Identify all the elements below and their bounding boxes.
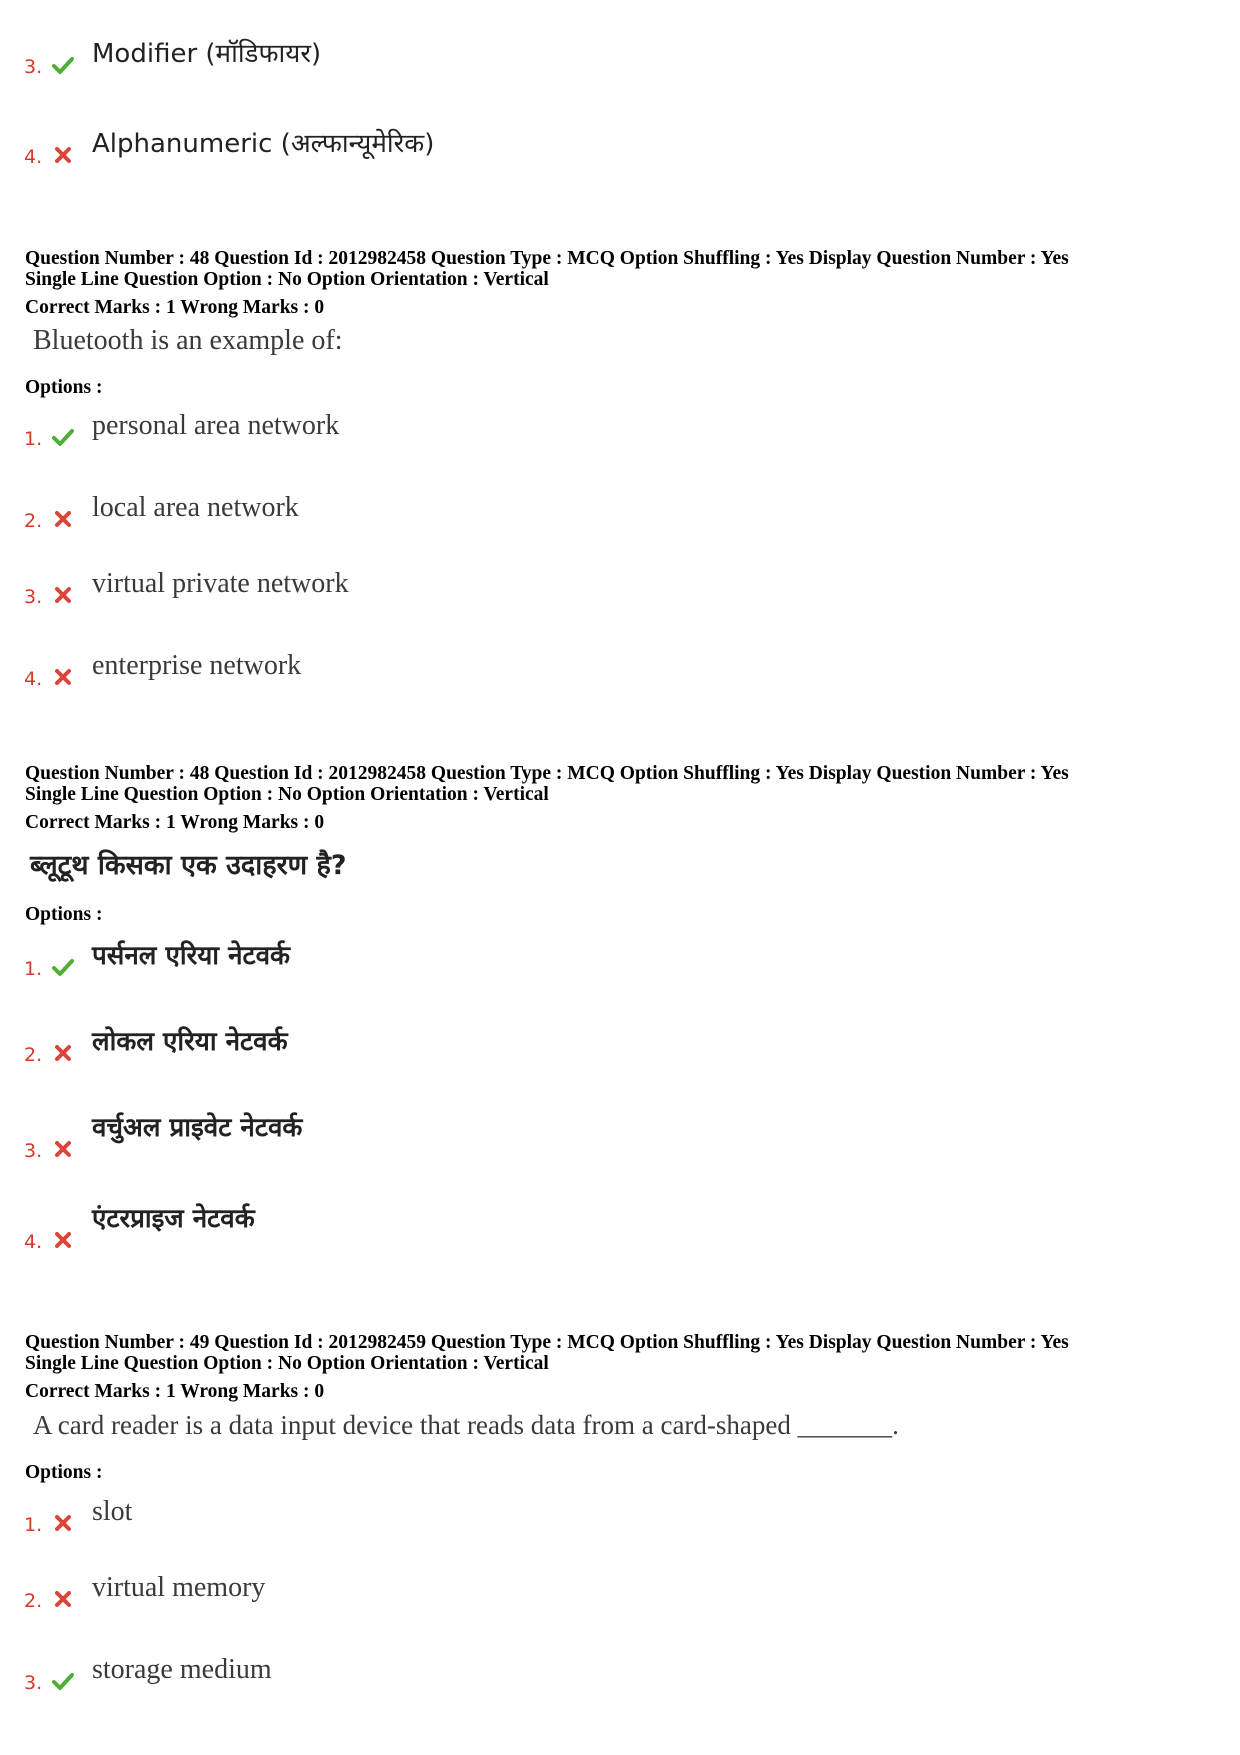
option-row (0, 1486, 900, 1536)
question-meta: Single Line Question Option : No Option Orientation : Vertical (25, 784, 549, 805)
check-icon (52, 956, 74, 978)
option-number: 3. (24, 56, 43, 78)
option-text: पर्सनल एरिया नेटवर्क (92, 941, 291, 971)
option-text: एंटरप्राइज नेटवर्क (92, 1204, 255, 1234)
option-number: 1. (24, 428, 43, 450)
cross-icon (52, 1229, 74, 1251)
check-icon (52, 54, 74, 76)
option-row (0, 640, 900, 690)
option-text: लोकल एरिया नेटवर्क (92, 1027, 288, 1057)
question-meta: Question Number : 48 Question Id : 2012982458 Question Type : MCQ Option Shuffling : Yes Display Question Number : Yes (25, 248, 1069, 269)
check-icon (52, 426, 74, 448)
option-number: 3. (24, 586, 43, 608)
cross-icon (52, 666, 74, 688)
question-meta: Question Number : 48 Question Id : 2012982458 Question Type : MCQ Option Shuffling : Yes Display Question Number : Yes (25, 763, 1069, 784)
option-number: 4. (24, 668, 43, 690)
option-row (0, 558, 900, 608)
check-icon (52, 1670, 74, 1692)
cross-icon (52, 1138, 74, 1160)
cross-icon (52, 1588, 74, 1610)
question-text: Bluetooth is an example of: (33, 325, 343, 356)
question-text: ब्लूटूथ किसका एक उदाहरण है? (30, 850, 347, 881)
option-text: local area network (92, 492, 299, 523)
option-text: slot (92, 1496, 133, 1527)
question-marks: Correct Marks : 1 Wrong Marks : 0 (25, 297, 325, 318)
cross-icon (52, 584, 74, 606)
cross-icon (52, 1512, 74, 1534)
option-row (0, 1112, 900, 1162)
question-meta: Single Line Question Option : No Option Orientation : Vertical (25, 1353, 549, 1374)
option-row (0, 930, 900, 980)
option-number: 2. (24, 510, 43, 532)
option-text: personal area network (92, 410, 340, 441)
option-text: Alphanumeric (अल्फान्यूमेरिक) (92, 129, 435, 159)
option-row (0, 1644, 900, 1694)
option-number: 4. (24, 1231, 43, 1253)
option-text: Modifier (मॉडिफायर) (92, 39, 322, 69)
options-label: Options : (25, 377, 103, 398)
question-marks: Correct Marks : 1 Wrong Marks : 0 (25, 1381, 325, 1402)
option-text: storage medium (92, 1654, 272, 1685)
options-label: Options : (25, 1462, 103, 1483)
option-row (0, 400, 900, 450)
option-row (0, 1203, 900, 1253)
option-row (0, 1016, 900, 1066)
option-row (0, 28, 900, 78)
cross-icon (52, 508, 74, 530)
option-row (0, 1562, 900, 1612)
cross-icon (52, 1042, 74, 1064)
option-number: 2. (24, 1590, 43, 1612)
option-number: 1. (24, 958, 43, 980)
option-row (0, 482, 900, 532)
question-marks: Correct Marks : 1 Wrong Marks : 0 (25, 812, 325, 833)
option-number: 3. (24, 1140, 43, 1162)
option-text: वर्चुअल प्राइवेट नेटवर्क (92, 1113, 303, 1143)
option-number: 3. (24, 1672, 43, 1694)
option-text: virtual private network (92, 568, 349, 599)
option-number: 4. (24, 146, 43, 168)
option-text: enterprise network (92, 650, 302, 681)
question-meta: Question Number : 49 Question Id : 2012982459 Question Type : MCQ Option Shuffling : Yes Display Question Number : Yes (25, 1332, 1069, 1353)
option-number: 2. (24, 1044, 43, 1066)
option-row (0, 118, 900, 168)
cross-icon (52, 144, 74, 166)
option-text: virtual memory (92, 1572, 266, 1603)
option-number: 1. (24, 1514, 43, 1536)
question-text: A card reader is a data input device that reads data from a card-shaped _______. (33, 1410, 899, 1440)
options-label: Options : (25, 904, 103, 925)
question-meta: Single Line Question Option : No Option Orientation : Vertical (25, 269, 549, 290)
